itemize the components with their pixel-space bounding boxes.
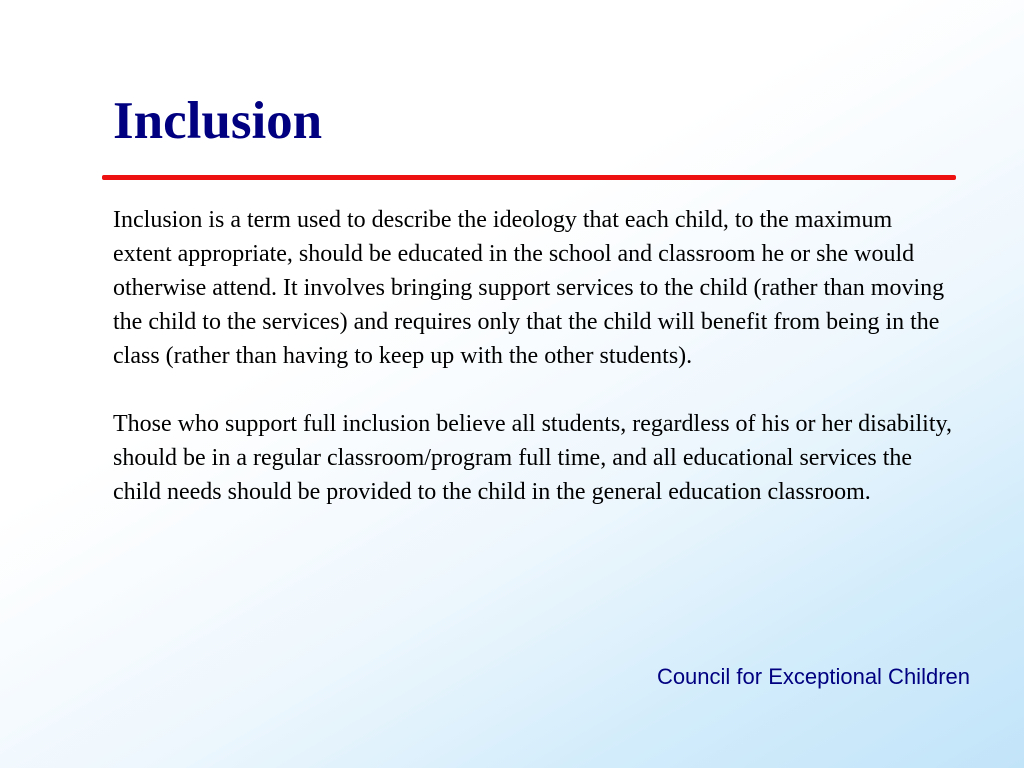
slide-body — [113, 203, 953, 509]
source-credit: Council for Exceptional Children — [656, 664, 970, 689]
title-divider — [102, 175, 956, 180]
body-paragraph-full-inclusion: Those who support full inclusion believe all students, regardless of his or her disability, should be in a regular classroom/program full time, and all educational services the child needs should be provided to the child in the general education classroom. — [113, 411, 952, 505]
slide-title: Inclusion — [113, 92, 323, 150]
body-paragraph-definition: Inclusion is a term used to describe the ideology that each child, to the maximum extent appropriate, should be educated in the school and classroom he or she would otherwise attend. It involves bringing support services to the child (rather than moving the child to the services) and requires only that the child will benefit from being in the class (rather than having to keep up with the other students). — [113, 207, 945, 369]
